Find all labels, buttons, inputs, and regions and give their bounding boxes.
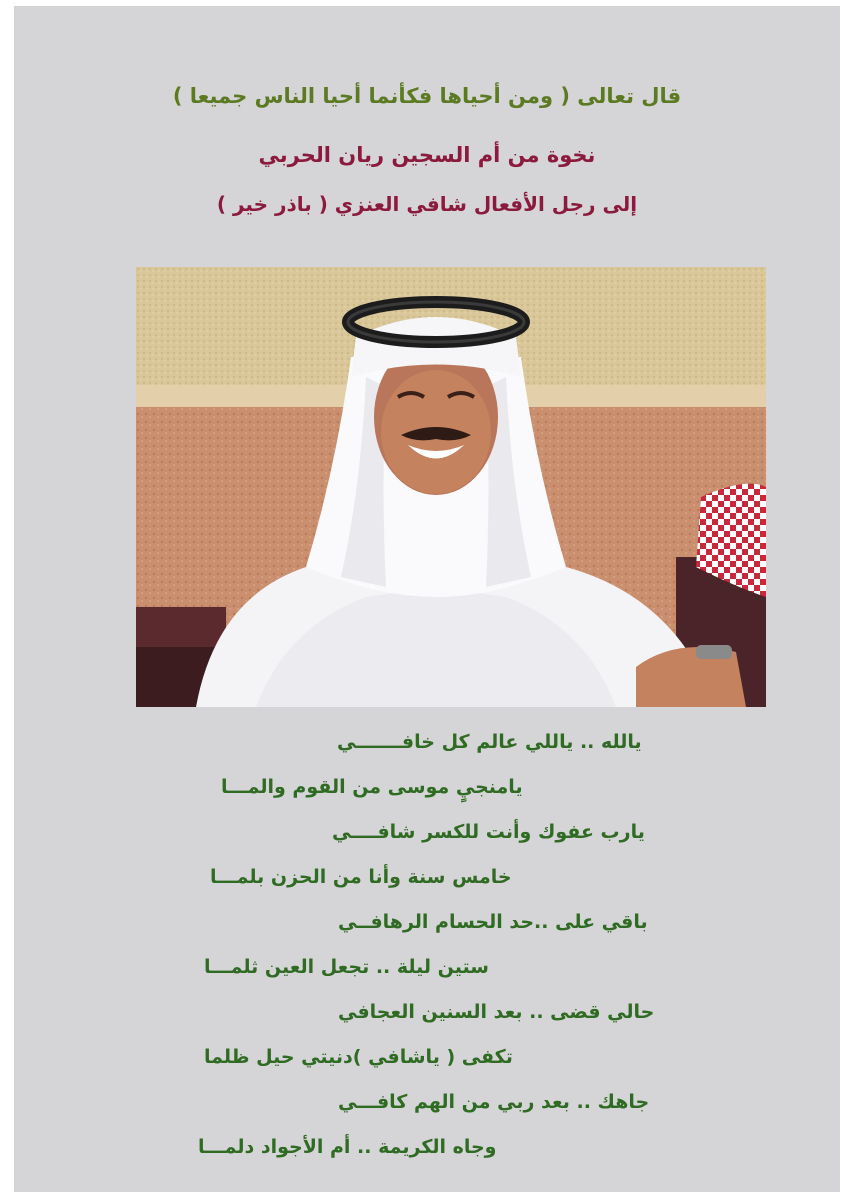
poem-line-4: خامس سنة وأنا من الحزن بلمـــا	[210, 866, 512, 888]
poem-line-7: حالي قضى .. بعد السنين العجافي	[338, 1001, 655, 1023]
quran-verse-heading: قال تعالى ( ومن أحياها فكأنما أحيا الناس جميعا )	[172, 84, 682, 108]
document-page	[14, 6, 840, 1192]
poem-line-1: يالله .. ياللي عالم كل خافـــــــي	[337, 731, 642, 753]
poem-line-10: وجاه الكريمة .. أم الأجواد دلمـــا	[198, 1136, 497, 1158]
recipient-title: إلى رجل الأفعال شافي العنزي ( باذر خير )	[216, 192, 638, 216]
poem-line-6: ستين ليلة .. تجعل العين ثلمـــا	[204, 956, 489, 978]
poem-line-3: يارب عفوك وأنت للكسر شافــــي	[332, 821, 645, 843]
poem-line-8: تكفى ( ياشافي )دنيتي حيل ظلما	[204, 1046, 513, 1068]
appeal-title: نخوة من أم السجين ريان الحربي	[258, 143, 596, 167]
poem-line-2: يامنجيٍ موسى من القوم والمـــا	[221, 776, 523, 798]
poem-line-5: باقي على ..حد الحسام الرهافــي	[338, 911, 648, 933]
portrait-photo	[136, 267, 766, 707]
poem-line-9: جاهك .. بعد ربي من الهم كافـــي	[338, 1091, 650, 1113]
